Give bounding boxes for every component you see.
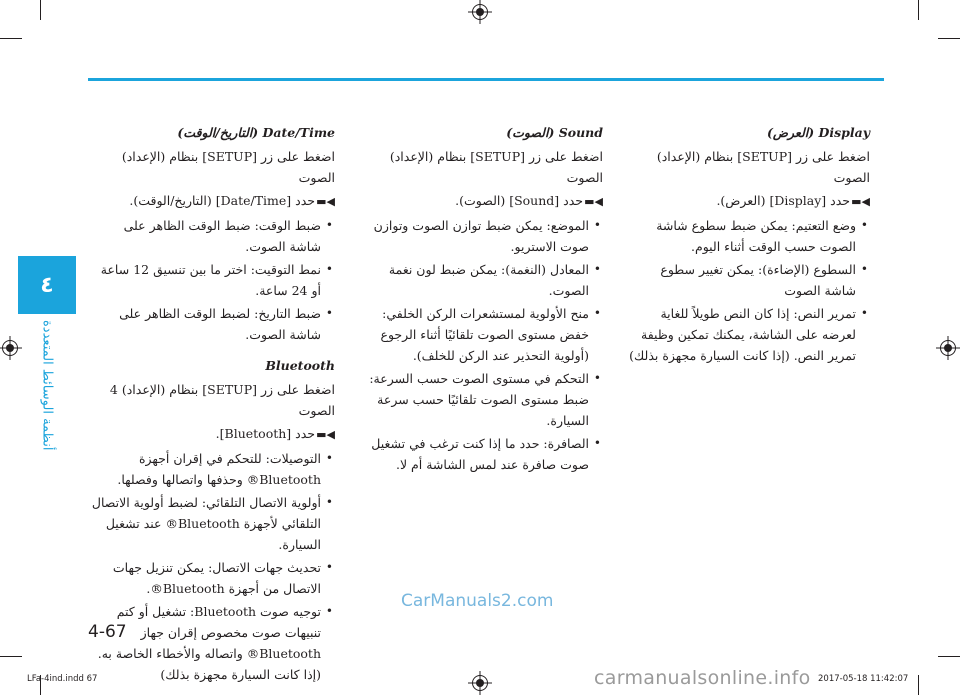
- list-item: • ضبط التاريخ: لضبط الوقت الظاهر على شاشة الصوت.: [119, 306, 333, 342]
- list-item: • توجيه صوت Bluetooth: تشغيل أو كتم تنبيهات صوت مخصوص إقران جهاز Bluetooth® واتصاله والأخطاء الخاصة به. (إذا كانت السيارة مجهزة بذلك): [97, 604, 333, 682]
- bullet-list: [358, 215, 603, 475]
- section-title: Display (العرض): [767, 125, 870, 140]
- crop-mark: [0, 38, 22, 39]
- bluetooth-bullet-list: [90, 448, 335, 685]
- watermark: CarManuals2.com: [401, 591, 554, 611]
- menu-path: ◀▬ حدد [Display] (العرض).: [625, 190, 870, 212]
- chapter-tab: ٤: [18, 256, 76, 314]
- list-item: • التوصيلات: للتحكم في إقران أجهزة Bluetooth® وحذفها واتصالها وفصلها.: [117, 451, 333, 487]
- menu-path: ◀▬ حدد [Date/Time] (التاريخ/الوقت).: [90, 190, 335, 212]
- menu-path: ◀▬ حدد [Bluetooth].: [90, 423, 335, 445]
- list-item: • منح الأولوية لمستشعرات الركن الخلفي: خفض مستوى الصوت تلقائيًا أثناء الرجوع (أولوية التحذير عند الركن للخلف).: [380, 306, 601, 363]
- path-arrow-icon: ◀▬: [316, 428, 335, 441]
- menu-path: ◀▬ حدد [Sound] (الصوت).: [358, 190, 603, 212]
- path-arrow-icon: ◀▬: [316, 195, 335, 208]
- bottom-watermark: carmanualsonline.info: [594, 667, 811, 689]
- intro-text: اضغط على زر [SETUP] بنظام (الإعداد) 4 الصوت: [109, 382, 335, 418]
- chapter-label: أنظمة الوسائط المتعددة: [39, 320, 55, 451]
- registration-mark-icon: [940, 340, 956, 356]
- bullet-list: [625, 215, 870, 366]
- footer-date: 2017-05-18 11:42:07: [818, 674, 909, 684]
- sound-section: [358, 122, 603, 477]
- registration-mark-icon: [472, 4, 488, 20]
- list-item: • السطوع (الإضاءة): يمكن تغيير سطوع شاشة الصوت: [660, 262, 868, 298]
- intro-text: اضغط على زر [SETUP] بنظام (الإعداد) الصوت: [121, 149, 335, 185]
- footer-file: LFa-4ind.indd 67: [27, 674, 98, 684]
- header-rule: [88, 78, 884, 81]
- path-arrow-icon: ◀▬: [584, 195, 603, 208]
- list-item: • التحكم في مستوى الصوت حسب السرعة: ضبط مستوى الصوت تلقائيًا حسب سرعة السيارة.: [369, 371, 601, 428]
- intro-text: اضغط على زر [SETUP] بنظام (الإعداد) الصوت: [389, 149, 603, 185]
- list-item: • وضع التعتيم: يمكن ضبط سطوع شاشة الصوت حسب الوقت أثناء اليوم.: [656, 218, 868, 254]
- list-item: • نمط التوقيت: اختر ما بين تنسيق 12 ساعة أو 24 ساعة.: [100, 262, 333, 298]
- crop-mark: [918, 0, 919, 20]
- list-item: • ضبط الوقت: ضبط الوقت الظاهر على شاشة الصوت.: [123, 218, 333, 254]
- crop-mark: [938, 38, 960, 39]
- path-arrow-icon: ◀▬: [851, 195, 870, 208]
- list-item: • أولوية الاتصال التلقائي: لضبط أولوية الاتصال التلقائي لأجهزة Bluetooth® عند تشغيل السيارة.: [91, 495, 333, 552]
- list-item: • تحديث جهات الاتصال: يمكن تنزيل جهات الاتصال من أجهزة Bluetooth®.: [112, 560, 333, 596]
- bluetooth-title: Bluetooth: [265, 358, 335, 373]
- bullet-list: [90, 215, 335, 345]
- list-item: • تمرير النص: إذا كان النص طويلاً للغاية لعرضه على الشاشة، يمكنك تمكين وظيفة تمرير النص. (إذا كانت السيارة مجهزة بذلك): [629, 306, 868, 363]
- crop-mark: [40, 0, 41, 20]
- display-section: [625, 122, 870, 368]
- page-number: 4-67: [88, 622, 127, 642]
- list-item: • الصافرة: حدد ما إذا كنت ترغب في تشغيل صوت صافرة عند لمس الشاشة أم لا.: [371, 436, 601, 472]
- section-title: Sound (الصوت): [506, 125, 603, 140]
- date-time-section: [90, 122, 335, 687]
- crop-mark: [918, 675, 919, 695]
- intro-text: اضغط على زر [SETUP] بنظام (الإعداد) الصوت: [656, 149, 870, 185]
- crop-mark: [938, 656, 960, 657]
- section-title: Date/Time (التاريخ/الوقت): [177, 125, 335, 140]
- list-item: • الموضع: يمكن ضبط توازن الصوت وتوازن صوت الاستريو.: [373, 218, 601, 254]
- list-item: • المعادل (النغمة): يمكن ضبط لون نغمة الصوت.: [388, 262, 601, 298]
- crop-mark: [0, 656, 22, 657]
- registration-mark-icon: [2, 340, 18, 356]
- registration-mark-icon: [472, 675, 488, 691]
